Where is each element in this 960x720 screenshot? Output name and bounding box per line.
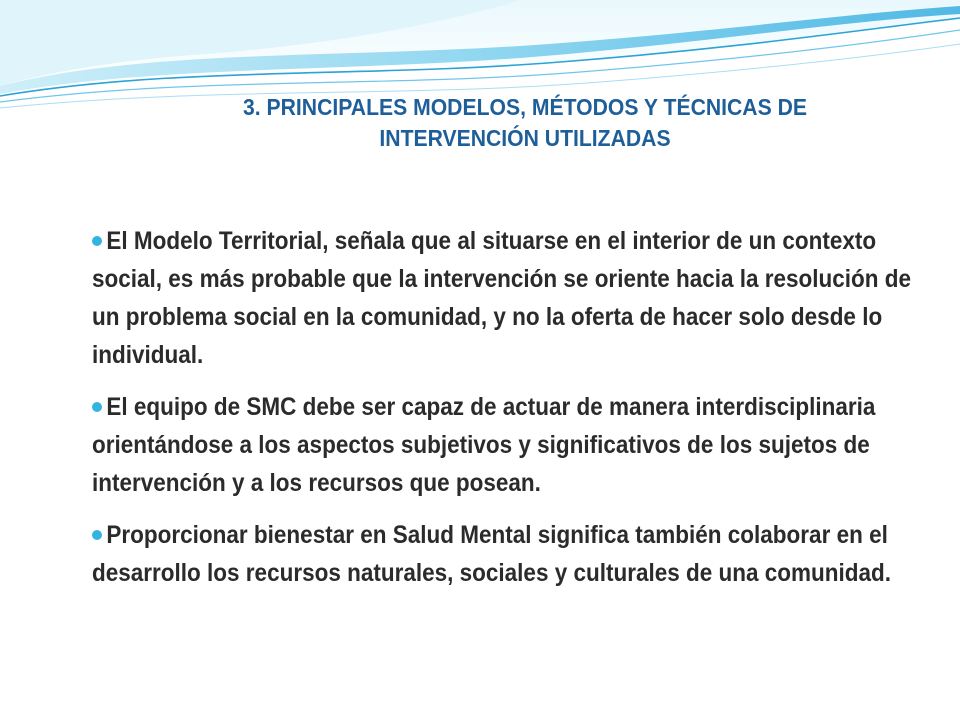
slide-title-line-2: INTERVENCIÓN UTILIZADAS bbox=[379, 125, 671, 151]
bullet-item-1 bbox=[92, 222, 952, 374]
slide-title-line-1: 3. PRINCIPALES MODELOS, MÉTODOS Y TÉCNICAS DE bbox=[243, 94, 807, 120]
bullet-item-3 bbox=[92, 516, 952, 592]
slide-title bbox=[152, 92, 897, 154]
bullet-list bbox=[92, 222, 952, 606]
bullet-text: El equipo de SMC debe ser capaz de actuar de manera interdisciplinaria orientándose a los aspectos subjetivos y significativos de los sujetos de intervención y a los recursos que posean. bbox=[92, 393, 876, 497]
bullet-text: El Modelo Territorial, señala que al situarse en el interior de un contexto social, es más probable que la intervención se oriente hacia la resolución de un problema social en la comunidad, y no la oferta de hacer solo desde lo individual. bbox=[92, 227, 912, 369]
bullet-item-2 bbox=[92, 388, 952, 502]
bullet-text: Proporcionar bienestar en Salud Mental significa también colaborar en el desarrollo los recursos naturales, sociales y culturales de una comunidad. bbox=[92, 521, 892, 587]
